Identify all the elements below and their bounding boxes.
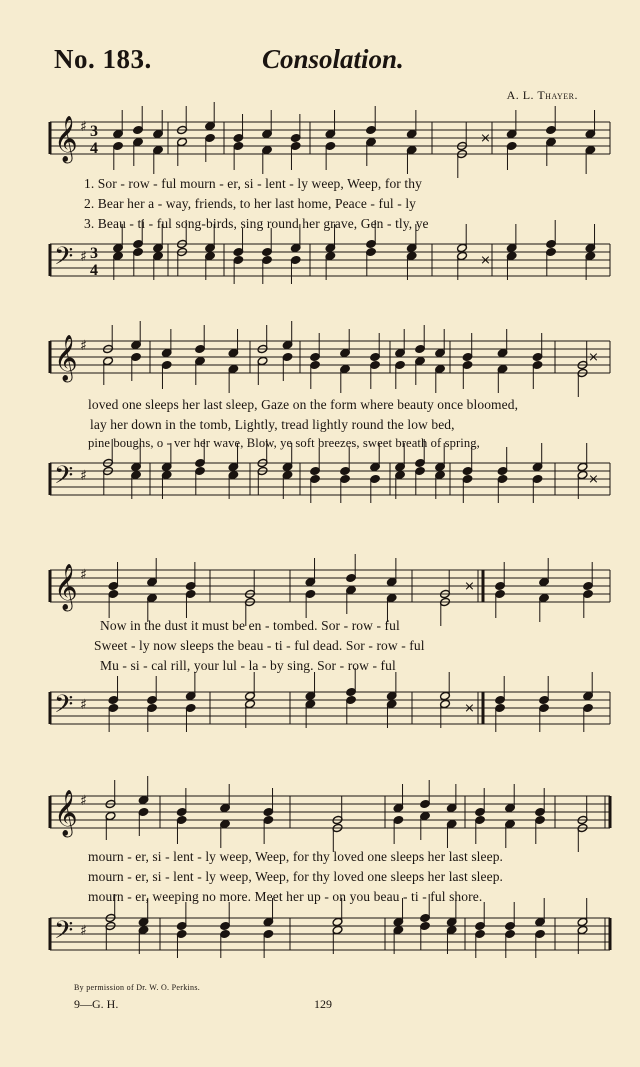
lyric-line: Sweet - ly now sleeps the beau - ti - ful dead. Sor - row - ful [94, 638, 425, 653]
svg-text:⨯: ⨯ [464, 579, 475, 594]
svg-text:♯: ♯ [80, 923, 87, 939]
lyric-line: mourn - er, si - lent - ly weep, Weep, for thy loved one sleeps her last sleep. [88, 869, 504, 884]
lyric-line: Mu - si - cal rill, your lul - la - by sing. Sor - row - ful [100, 658, 396, 673]
lyric-line: mourn - er, weeping no more. Meet her up - on you beau - ti - ful shore. [88, 889, 483, 904]
svg-text:𝄞: 𝄞 [54, 564, 78, 610]
lyric-line: pine boughs, o - ver her wave, Blow, ye soft breezes, sweet breath of spring, [88, 436, 480, 450]
lyric-line: mourn - er, si - lent - ly weep, Weep, for thy loved one sleeps her last sleep. [88, 849, 504, 864]
svg-text:𝄢: 𝄢 [54, 461, 74, 496]
page-number: 129 [314, 997, 332, 1011]
signature-mark: 9—G. H. [74, 997, 119, 1011]
svg-text:♯: ♯ [80, 249, 87, 265]
svg-text:⨯: ⨯ [588, 472, 599, 487]
svg-text:𝄢: 𝄢 [54, 242, 74, 277]
svg-text:⨯: ⨯ [480, 131, 491, 146]
svg-text:𝄞: 𝄞 [54, 790, 78, 836]
permission-note: By permission of Dr. W. O. Perkins. [74, 983, 201, 992]
composer-credit: A. L. Thayer. [506, 88, 578, 102]
hymn-title: Consolation. [262, 44, 404, 74]
svg-text:♯: ♯ [80, 567, 87, 583]
svg-text:♯: ♯ [80, 793, 87, 809]
svg-text:𝄢: 𝄢 [54, 916, 74, 951]
svg-text:♯: ♯ [80, 119, 87, 135]
hymn-number: No. 183. [54, 44, 152, 74]
lyric-line: lay her down in the tomb, Lightly, tread lightly round the low bed, [90, 417, 455, 432]
svg-text:♯: ♯ [80, 468, 87, 484]
svg-text:⨯: ⨯ [588, 350, 599, 365]
svg-text:4: 4 [90, 140, 98, 157]
svg-text:⨯: ⨯ [464, 701, 475, 716]
svg-text:3: 3 [90, 123, 98, 140]
svg-text:𝄞: 𝄞 [54, 116, 78, 162]
lyric-line: 3. Beau - ti - ful song-birds, sing round her grave, Gen - tly, ye [84, 216, 429, 231]
svg-text:4: 4 [90, 262, 98, 279]
lyric-line: Now in the dust it must be en - tombed. Sor - row - ful [100, 618, 400, 633]
svg-text:𝄞: 𝄞 [54, 335, 78, 381]
svg-text:♯: ♯ [80, 338, 87, 354]
svg-text:3: 3 [90, 245, 98, 262]
svg-text:♯: ♯ [80, 697, 87, 713]
lyric-line: 1. Sor - row - ful mourn - er, si - lent - ly weep, Weep, for thy [84, 176, 422, 191]
svg-text:⨯: ⨯ [480, 253, 491, 268]
lyric-line: 2. Bear her a - way, friends, to her last home, Peace - ful - ly [84, 196, 417, 211]
svg-text:𝄢: 𝄢 [54, 690, 74, 725]
music-system-3 [0, 566, 640, 746]
lyric-line: loved one sleeps her last sleep, Gaze on the form where beauty once bloomed, [88, 397, 519, 412]
